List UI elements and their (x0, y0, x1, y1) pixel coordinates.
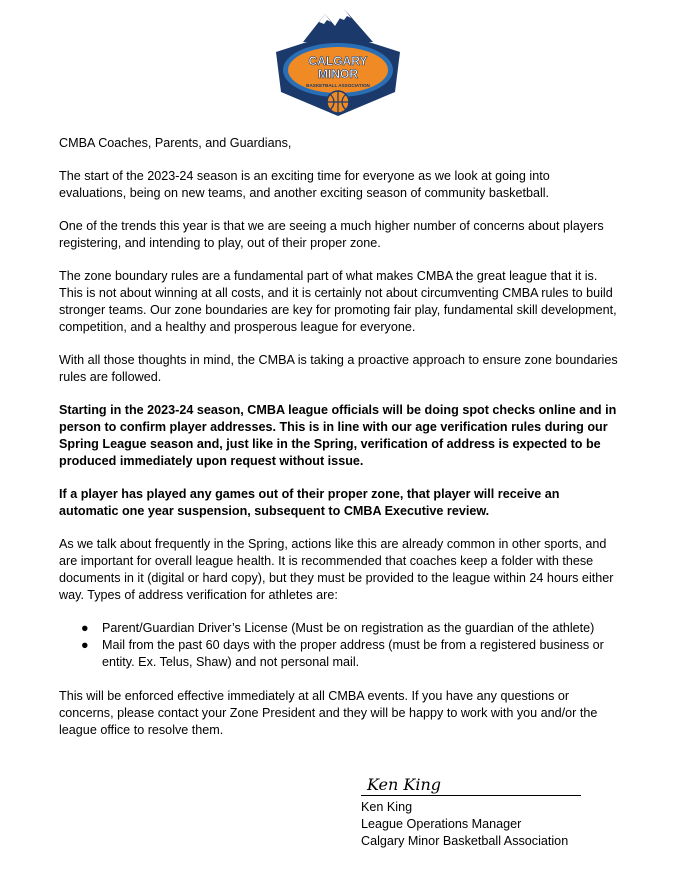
signature-block (361, 773, 591, 850)
paragraph-zone-rules: The zone boundary rules are a fundamental part of what makes CMBA the great league that it is. This is not about winning at all costs, and it is certainly not about circumventing CMBA rules to build stronger teams. Our zone boundaries are key for promoting fair play, fundamental skill development, competition, and a healthy and prosperous league for everyone. (59, 269, 617, 334)
list-item (59, 637, 619, 671)
paragraph-spot-checks: Starting in the 2023-24 season, CMBA league officials will be doing spot checks online and in person to confirm player addresses. This is in line with our age verification rules during our Spring League season and, just like in the Spring, verification of address is expected to be produced immediately upon request without issue. (59, 403, 617, 468)
paragraph-verification-types: As we talk about frequently in the Spring, actions like this are already common in other sports, and are important for overall league health. It is recommended that coaches keep a folder with these documents in it (digital or hard copy), but they must be provided to the league within 24 hours either way. Types of address verification for athletes are: (59, 537, 614, 602)
salutation: CMBA Coaches, Parents, and Guardians, (59, 136, 292, 150)
svg-text:CALGARY: CALGARY (308, 54, 368, 68)
calgary-minor-basketball-logo (267, 8, 409, 120)
verification-list (59, 620, 619, 671)
logo-emblem-icon (267, 8, 409, 120)
letter-body (59, 135, 619, 755)
signature-line (361, 795, 581, 796)
paragraph-zone-concerns: One of the trends this year is that we are seeing a much higher number of concerns about players registering, and intending to play, out of their proper zone. (59, 219, 604, 250)
svg-text:BASKETBALL ASSOCIATION: BASKETBALL ASSOCIATION (306, 83, 370, 88)
signer-name: Ken King (361, 800, 413, 814)
svg-text:MINOR: MINOR (318, 67, 358, 81)
list-item-text: Parent/Guardian Driver’s License (Must be on registration as the guardian of the athlete) (102, 621, 595, 635)
signer-title: League Operations Manager (361, 817, 522, 831)
signer-organization: Calgary Minor Basketball Association (361, 834, 569, 848)
list-item (59, 620, 619, 637)
bullet-icon: ● (81, 638, 89, 652)
paragraph-closing: This will be enforced effective immediately at all CMBA events. If you have any questions or concerns, please contact your Zone President and they will be happy to work with you and/or the league office to resolve them. (59, 689, 598, 737)
svg-text:Ken King: Ken King (367, 775, 441, 794)
paragraph-suspension: If a player has played any games out of their proper zone, that player will receive an automatic one year suspension, subsequent to CMBA Executive review. (59, 487, 560, 518)
bullet-icon: ● (81, 621, 89, 635)
handwritten-signature (361, 773, 591, 799)
paragraph-season-start: The start of the 2023-24 season is an exciting time for everyone as we look at going into evaluations, being on new teams, and another exciting season of community basketball. (59, 169, 550, 200)
list-item-text: Mail from the past 60 days with the proper address (must be from a registered business or entity. Ex. Telus, Shaw) and not personal mail. (102, 638, 604, 669)
paragraph-proactive-approach: With all those thoughts in mind, the CMBA is taking a proactive approach to ensure zone boundaries rules are followed. (59, 353, 618, 384)
